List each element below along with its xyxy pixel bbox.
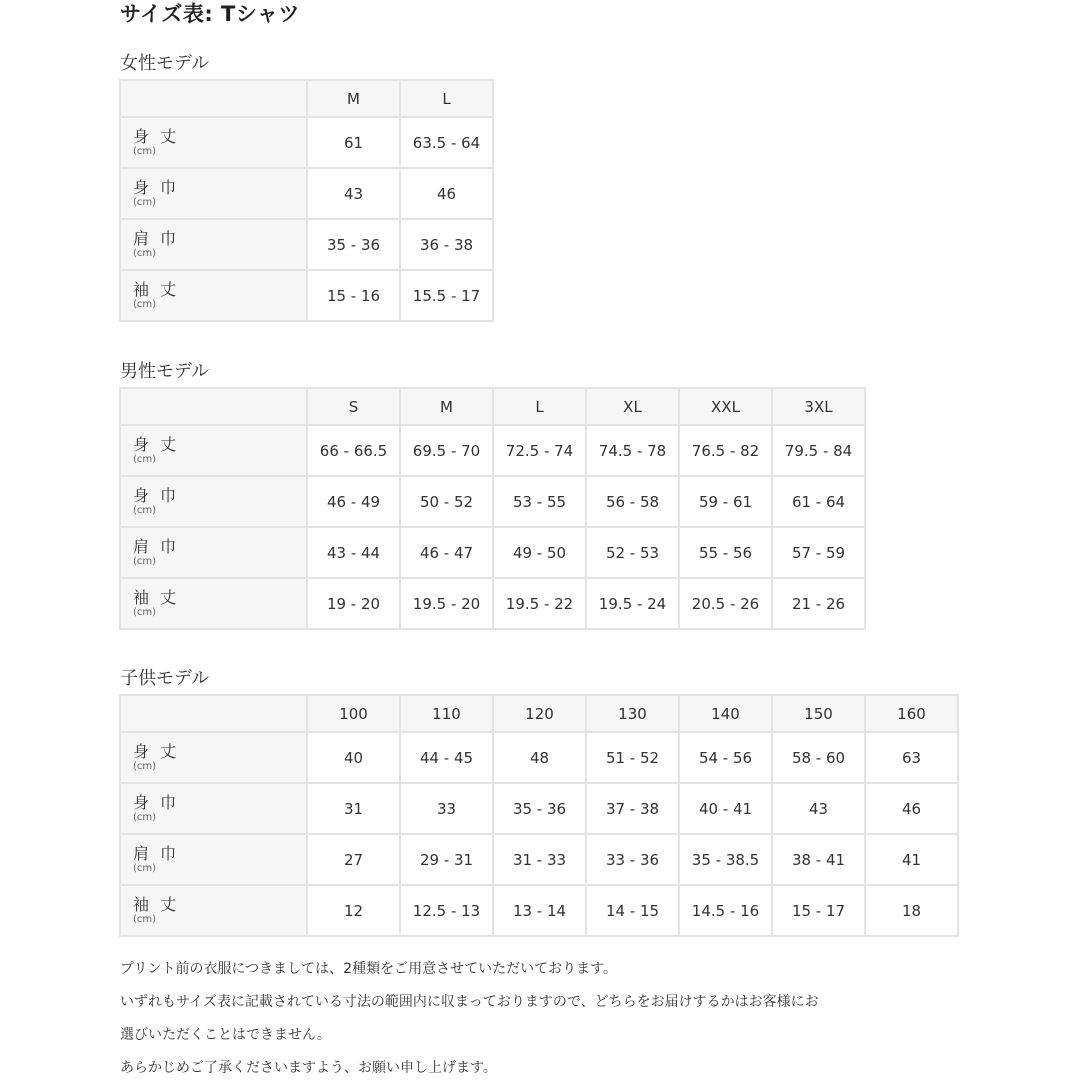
size-header: 150 bbox=[772, 695, 865, 732]
value-cell: 50 - 52 bbox=[400, 476, 493, 527]
measure-name: 身 丈 bbox=[133, 741, 180, 761]
table-row bbox=[120, 783, 958, 834]
value-cell: 18 bbox=[865, 885, 958, 936]
value-cell: 54 - 56 bbox=[679, 732, 772, 783]
size-header: XL bbox=[586, 388, 679, 425]
size-header: XXL bbox=[679, 388, 772, 425]
value-cell: 33 - 36 bbox=[586, 834, 679, 885]
note-line: プリント前の衣服につきましては、2種類をご用意させていただいております。 bbox=[120, 961, 617, 977]
men-section-title: 男性モデル bbox=[120, 361, 210, 382]
size-header: 130 bbox=[586, 695, 679, 732]
value-cell: 74.5 - 78 bbox=[586, 425, 679, 476]
measure-name: 身 丈 bbox=[133, 126, 180, 146]
unit-label: (cm) bbox=[133, 504, 157, 516]
page-title: サイズ表: Tシャツ bbox=[120, 2, 300, 26]
row-label bbox=[120, 527, 307, 578]
corner-cell bbox=[120, 80, 307, 117]
value-cell: 15 - 17 bbox=[772, 885, 865, 936]
value-cell: 31 bbox=[307, 783, 400, 834]
value-cell: 19.5 - 22 bbox=[493, 578, 586, 629]
row-label bbox=[120, 783, 307, 834]
value-cell: 14.5 - 16 bbox=[679, 885, 772, 936]
value-cell: 35 - 36 bbox=[307, 219, 400, 270]
value-cell: 49 - 50 bbox=[493, 527, 586, 578]
measure-name: 袖 丈 bbox=[133, 894, 180, 914]
value-cell: 38 - 41 bbox=[772, 834, 865, 885]
value-cell: 46 - 49 bbox=[307, 476, 400, 527]
value-cell: 20.5 - 26 bbox=[679, 578, 772, 629]
row-label bbox=[120, 885, 307, 936]
value-cell: 14 - 15 bbox=[586, 885, 679, 936]
unit-label: (cm) bbox=[133, 145, 157, 157]
size-header: M bbox=[400, 388, 493, 425]
header-row bbox=[120, 80, 493, 117]
note-line: 選びいただくことはできません。 bbox=[120, 1027, 331, 1043]
size-header: 160 bbox=[865, 695, 958, 732]
row-label bbox=[120, 578, 307, 629]
value-cell: 12 bbox=[307, 885, 400, 936]
table-row bbox=[120, 476, 865, 527]
measure-name: 肩 巾 bbox=[133, 228, 180, 248]
value-cell: 43 - 44 bbox=[307, 527, 400, 578]
row-label bbox=[120, 219, 307, 270]
value-cell: 36 - 38 bbox=[400, 219, 493, 270]
measure-name: 肩 巾 bbox=[133, 843, 180, 863]
note-line: あらかじめご了承くださいますよう、お願い申し上げます。 bbox=[120, 1060, 497, 1076]
value-cell: 40 - 41 bbox=[679, 783, 772, 834]
corner-cell bbox=[120, 388, 307, 425]
table-row bbox=[120, 219, 493, 270]
women-size-table bbox=[119, 79, 494, 322]
value-cell: 51 - 52 bbox=[586, 732, 679, 783]
measure-name: 肩 巾 bbox=[133, 536, 180, 556]
notes bbox=[120, 956, 819, 1088]
unit-label: (cm) bbox=[133, 196, 157, 208]
row-label bbox=[120, 834, 307, 885]
value-cell: 46 bbox=[865, 783, 958, 834]
size-header: 3XL bbox=[772, 388, 865, 425]
value-cell: 43 bbox=[772, 783, 865, 834]
row-label bbox=[120, 168, 307, 219]
size-header: 120 bbox=[493, 695, 586, 732]
value-cell: 12.5 - 13 bbox=[400, 885, 493, 936]
unit-label: (cm) bbox=[133, 555, 157, 567]
value-cell: 27 bbox=[307, 834, 400, 885]
value-cell: 58 - 60 bbox=[772, 732, 865, 783]
row-label bbox=[120, 117, 307, 168]
row-label bbox=[120, 732, 307, 783]
value-cell: 52 - 53 bbox=[586, 527, 679, 578]
size-header: 140 bbox=[679, 695, 772, 732]
size-header: 100 bbox=[307, 695, 400, 732]
value-cell: 79.5 - 84 bbox=[772, 425, 865, 476]
value-cell: 63 bbox=[865, 732, 958, 783]
value-cell: 55 - 56 bbox=[679, 527, 772, 578]
value-cell: 59 - 61 bbox=[679, 476, 772, 527]
table-row bbox=[120, 425, 865, 476]
value-cell: 37 - 38 bbox=[586, 783, 679, 834]
unit-label: (cm) bbox=[133, 913, 157, 925]
value-cell: 61 - 64 bbox=[772, 476, 865, 527]
unit-label: (cm) bbox=[133, 606, 157, 618]
size-header: L bbox=[493, 388, 586, 425]
value-cell: 66 - 66.5 bbox=[307, 425, 400, 476]
value-cell: 29 - 31 bbox=[400, 834, 493, 885]
value-cell: 43 bbox=[307, 168, 400, 219]
women-section-title: 女性モデル bbox=[120, 53, 210, 74]
value-cell: 46 bbox=[400, 168, 493, 219]
corner-cell bbox=[120, 695, 307, 732]
value-cell: 35 - 38.5 bbox=[679, 834, 772, 885]
value-cell: 57 - 59 bbox=[772, 527, 865, 578]
size-header: M bbox=[307, 80, 400, 117]
table-row bbox=[120, 168, 493, 219]
size-header: L bbox=[400, 80, 493, 117]
value-cell: 46 - 47 bbox=[400, 527, 493, 578]
measure-name: 袖 丈 bbox=[133, 279, 180, 299]
value-cell: 69.5 - 70 bbox=[400, 425, 493, 476]
value-cell: 56 - 58 bbox=[586, 476, 679, 527]
value-cell: 33 bbox=[400, 783, 493, 834]
value-cell: 15 - 16 bbox=[307, 270, 400, 321]
table-row bbox=[120, 117, 493, 168]
unit-label: (cm) bbox=[133, 453, 157, 465]
row-label bbox=[120, 425, 307, 476]
measure-name: 袖 丈 bbox=[133, 587, 180, 607]
row-label bbox=[120, 476, 307, 527]
measure-name: 身 巾 bbox=[133, 792, 180, 812]
table-row bbox=[120, 885, 958, 936]
value-cell: 35 - 36 bbox=[493, 783, 586, 834]
measure-name: 身 丈 bbox=[133, 434, 180, 454]
size-header: 110 bbox=[400, 695, 493, 732]
men-size-table bbox=[119, 387, 866, 630]
value-cell: 13 - 14 bbox=[493, 885, 586, 936]
value-cell: 48 bbox=[493, 732, 586, 783]
measure-name: 身 巾 bbox=[133, 485, 180, 505]
value-cell: 21 - 26 bbox=[772, 578, 865, 629]
unit-label: (cm) bbox=[133, 760, 157, 772]
unit-label: (cm) bbox=[133, 247, 157, 259]
value-cell: 31 - 33 bbox=[493, 834, 586, 885]
table-row bbox=[120, 834, 958, 885]
value-cell: 72.5 - 74 bbox=[493, 425, 586, 476]
value-cell: 53 - 55 bbox=[493, 476, 586, 527]
table-row bbox=[120, 732, 958, 783]
kids-section-title: 子供モデル bbox=[120, 668, 210, 689]
value-cell: 15.5 - 17 bbox=[400, 270, 493, 321]
unit-label: (cm) bbox=[133, 811, 157, 823]
value-cell: 19.5 - 24 bbox=[586, 578, 679, 629]
table-row bbox=[120, 270, 493, 321]
unit-label: (cm) bbox=[133, 298, 157, 310]
kids-size-table bbox=[119, 694, 959, 937]
value-cell: 76.5 - 82 bbox=[679, 425, 772, 476]
row-label bbox=[120, 270, 307, 321]
unit-label: (cm) bbox=[133, 862, 157, 874]
value-cell: 61 bbox=[307, 117, 400, 168]
value-cell: 41 bbox=[865, 834, 958, 885]
table-row bbox=[120, 578, 865, 629]
value-cell: 44 - 45 bbox=[400, 732, 493, 783]
value-cell: 40 bbox=[307, 732, 400, 783]
value-cell: 19.5 - 20 bbox=[400, 578, 493, 629]
table-row bbox=[120, 527, 865, 578]
value-cell: 63.5 - 64 bbox=[400, 117, 493, 168]
measure-name: 身 巾 bbox=[133, 177, 180, 197]
note-line: いずれもサイズ表に記載されている寸法の範囲内に収まっておりますので、どちらをお届けするかはお客様にお bbox=[120, 994, 819, 1010]
value-cell: 19 - 20 bbox=[307, 578, 400, 629]
header-row bbox=[120, 388, 865, 425]
size-header: S bbox=[307, 388, 400, 425]
header-row bbox=[120, 695, 958, 732]
